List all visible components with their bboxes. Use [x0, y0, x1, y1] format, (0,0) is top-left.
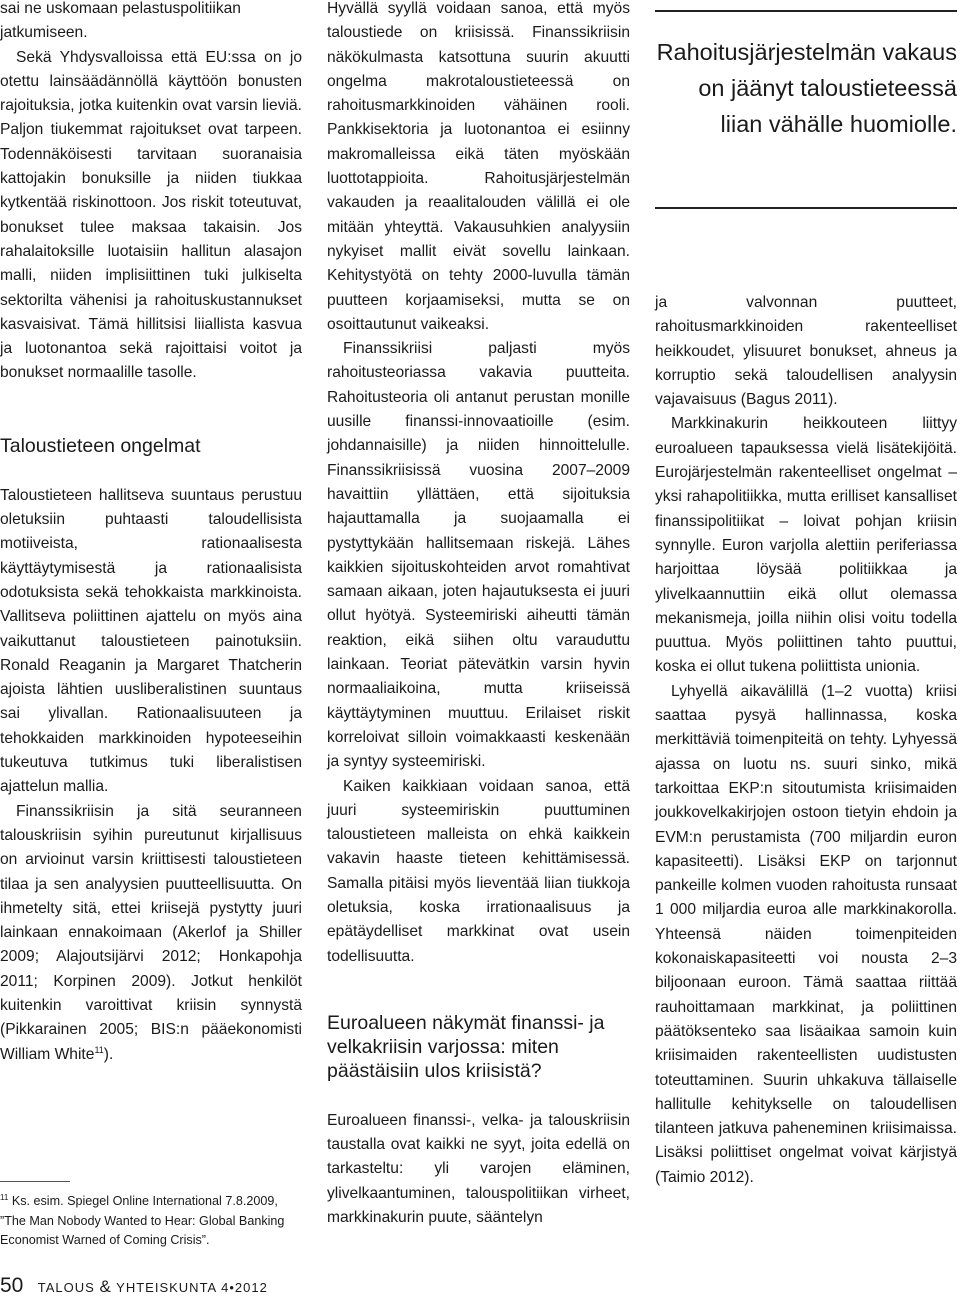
paragraph: Hyvällä syyllä voidaan sanoa, että myös taloustiede on kriisissä. Finanssikriisin näkökulmasta katsottuna suurin akuutti ongelma makrotaloustieteessä on rahoitusmarkkinoiden vähäinen rooli. Pankkisektoria ja luotonantoa ei esiinny makromalleissa eikä täten myöskään luottotappioita. Rahoitusjärjestelmän vakauden ja reaalitalouden välillä ei ole mitään yhteyttä. Vakausuhkien analyysiin nykyiset mallit eivät sovellu lainkaan. Kehitystyötä on tehty 2000-luvulla tämän puutteen korjaamiseksi, mutta se on osoittautunut vaikeaksi. [327, 0, 630, 333]
page-number: 50 [0, 1274, 24, 1297]
paragraph: ja valvonnan puutteet, rahoitusmarkkinoiden rakenteelliset heikkoudet, ylisuuret bonukset, ahneus ja korruptio sekä taloudellisen analyysin vajavaisuus (Bagus 2011). [655, 294, 957, 409]
section-heading: Taloustieteen ongelmat [0, 434, 201, 457]
issue-number: 4•2012 [221, 1280, 268, 1295]
footnote-reference: 11 [94, 1044, 104, 1055]
paragraph-text: Finanssikriisin ja sitä seuranneen talouskriisin syihin pureutunut kirjallisuus on arvioinut varsin kriittisesti taloustieteen tilaa ja sen analyysien puutteellisuutta. On ihmetelty sitä, ettei kriisejä pystytty juuri lainkaan ennakoimaan (Akerlof ja Shiller 2009; Alajoutsijärvi 2012; Honkapohja 2011; Korpinen 2009). Jotkut henkilöt kuitenkin varoittivat kriisin synnystä (Pikkarainen 2005; BIS:n pääekonomisti William White [0, 802, 302, 1063]
paragraph: sai ne uskomaan pelastuspolitiikan jatkumiseen. [0, 0, 241, 42]
section-heading: Euroalueen näkymät finanssi- ja velkakriisin varjossa: miten päästäisiin ulos kriisistä? [327, 1011, 605, 1082]
paragraph: Lyhyellä aikavälillä (1–2 vuotta) kriisi saattaa pysyä hallinnassa, koska merkittäviä toimenpiteitä on tehty. Lyhyessä ajassa on luotu ns. suuri sinko, mikä tarkoittaa EKP:n sitoutumista kriisimaiden joukkovelkakirjojen ostoon tietyin ehdoin ja EVM:n perustamista (700 miljardin euron kapasiteetti). Lisäksi EKP on tarjonnut pankeille kolmen vuoden rahoitusta runsaat 1 000 miljardia euroa alle markkinakorolla. Yhteensä näiden toimenpiteiden kokonaiskapasiteetti voi nousta 2–3 biljoonaan euroon. Tämä saattaa riittää rauhoittamaan markkinat, ja poliittinen päätöksenteko saa lisäaikaa samoin kuin kriisimaiden rakenteellisten uudistusten toteuttaminen. Suurin uhkakuva tällaiselle hallitulle kehitykselle on taloudellisen tilanteen jatkuva paheneminen kriisimaissa. Lisäksi poliittiset ongelmat voivat kärjistyä (Taimio 2012). [655, 682, 957, 1186]
paragraph [0, 800, 302, 1067]
footnote [0, 1192, 304, 1251]
paragraph: Euroalueen finanssi-, velka- ja talouskriisin taustalla ovat kaikki ne syyt, joita edellä on tarkasteltu: yli varojen eläminen, ylivelkaantuminen, talouspolitiikan virheet, markkinakurin puute, sääntelyn [327, 1111, 630, 1227]
publication-ampersand: & [99, 1277, 112, 1296]
paragraph: Taloustieteen hallitseva suuntaus perustuu oletuksiin puhtaasti taloudellisista motiiveista, rationaalisesta käyttäytymisestä ja rationaalisista odotuksista sekä tehokkaista markkinoista. Vallitseva poliittinen ajattelu on myös aina vaikuttanut taloustieteen painotuksiin. Ronald Reaganin ja Margaret Thatcherin ajoista lähtien uusliberalistinen suuntaus sai ylivallan. Rationaalisuuteen ja tehokkaiden markkinoiden hypoteeseihin tukeutuva tutkimus tuki liberalistisen ajattelun mallia. [0, 486, 302, 796]
pull-quote: Rahoitusjärjestelmän vakaus on jäänyt taloustieteessä liian vähälle huomiolle. [656, 39, 957, 137]
footnote-text: Ks. esim. Spiegel Online International 7.8.2009, ”The Man Nobody Wanted to Hear: Global Banking Economist Warned of Coming Crisis”. [0, 1194, 285, 1247]
pullquote-bottom-rule [655, 207, 957, 209]
pullquote-top-rule [655, 10, 957, 12]
paragraph-end: ). [103, 1045, 114, 1063]
paragraph: Markkinakurin heikkouteen liittyy euroalueen tapauksessa vielä lisätekijöitä. Eurojärjestelmän rakenteelliset ongelmat – yksi rahapolitiikka, mutta erilliset kansalliset finanssipolitiikat – loivat pohjan kriisin synnylle. Euron varjolla alettiin periferiassa harjoittaa löysää politiikkaa ja ylivelkaannuttiin eikä ollut olemassa mekanismeja, joilla niihin olisi voitu todella puuttua. Myös poliittinen tahto puuttui, koska ei ollut tukena poliittista unionia. [655, 415, 957, 676]
page-folio [0, 1274, 268, 1298]
publication-name-2: YHTEISKUNTA [116, 1280, 217, 1295]
column-1 [0, 0, 302, 1067]
paragraph: Kaiken kaikkiaan voidaan sanoa, että juuri systeemiriskin puuttuminen taloustieteen malleista on ehkä kaikkein vakavin haaste tieteen kehittämisessä. Samalla pitäisi myös lieventää liian tiukkoja oletuksia, koska irrationaalisuus ja epätäydelliset markkinat ovat usein todellisuutta. [327, 777, 630, 965]
paragraph: Sekä Yhdysvalloissa että EU:ssa on jo otettu lainsäädännöllä käyttöön bonusten rajoituksia, jotka kuitenkin ovat varsin lieviä. Paljon tiukemmat rajoitukset ovat tarpeen. Todennäköisesti tarvitaan suoranaisia kattojakin bonuksille ja niiden tiukkaa kytkentää riskinottoon. Jos riskit toteutuvat, bonukset tulee maksaa takaisin. Jos rahalaitoksille luotaisiin hallitun alasajon malli, niiden implisiittinen tuki julkiselta sektorilta vähenisi ja rahoituskustannukset kasvaisivat. Tämä hillitsisi liiallista kasvua ja luotonantoa sekä rajoittaisi voitot ja bonukset normaalille tasolle. [0, 48, 302, 382]
column-3 [655, 291, 957, 1190]
publication-name: TALOUS [37, 1280, 95, 1295]
paragraph: Finanssikriisi paljasti myös rahoitusteoriassa vakavia puutteita. Rahoitusteoria oli antanut perustan monille uusille finanssi-innovaatioille (esim. johdannaisille) ja niiden hinnoittelulle. Finanssikriisissä vuosina 2007–2009 havaittiin yllättäen, että sijoituksia hajauttamalla ja suojaamalla ei pystyttykään hallitsemaan riskejä. Lähes kaikkien sijoituskohteiden arvot romahtivat samaan aikaan, joten hajautuksesta ei juuri ollut hyötyä. Systeemiriski aiheutti tämän reaktion, eikä siihen oltu varauduttu lainkaan. Teoriat pätevätkin varsin hyvin normaaliaikoina, mutta kriiseissä käyttäytyminen muuttuu. Erilaiset riskit korreloivat silloin voimakkaasti keskenään ja syntyy systeemiriski. [327, 340, 630, 771]
footnote-divider [0, 1181, 70, 1182]
footnote-number: 11 [0, 1192, 9, 1202]
column-2 [327, 0, 630, 1230]
